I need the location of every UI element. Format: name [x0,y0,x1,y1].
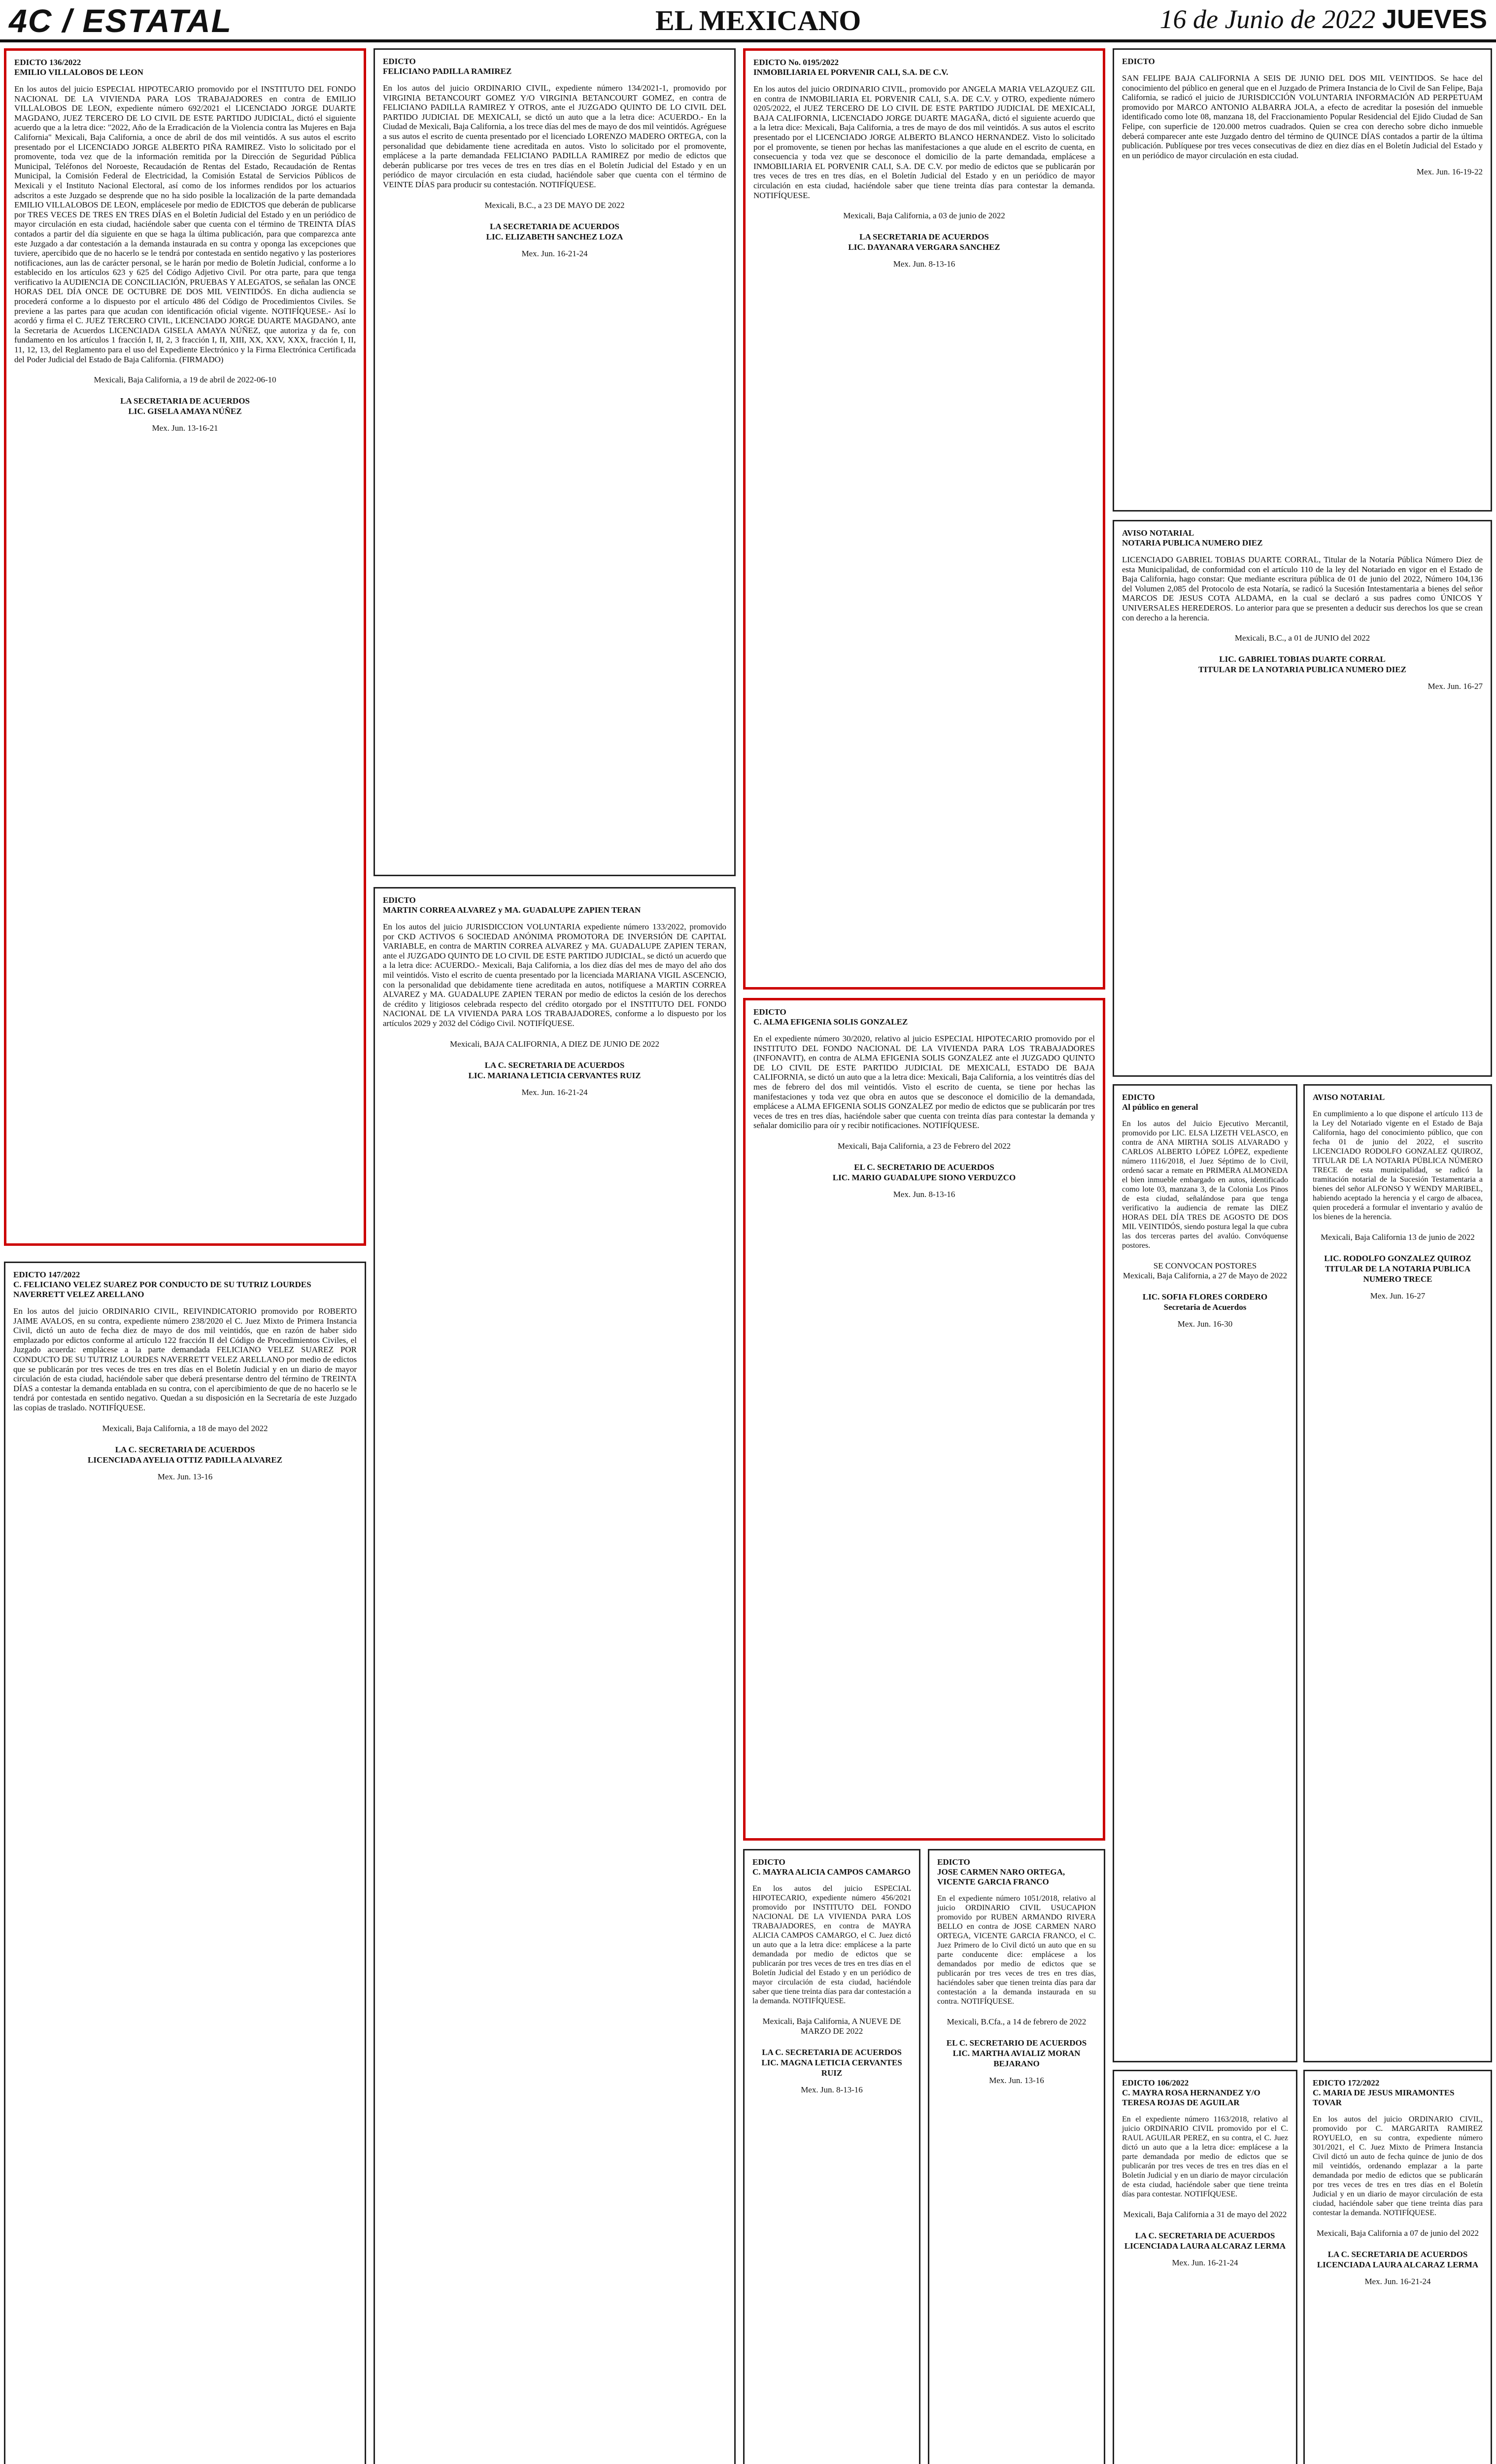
notice-signature: LIC. SOFIA FLORES CORDERO Secretaria de Acuerdos [1142,1292,1268,1312]
notice-heading: EDICTO [1122,57,1155,66]
notice-edicto-solis [743,998,1105,1841]
notice-aviso-notarial-diez [1113,520,1492,1077]
notice-place-date: Mexicali, Baja California a 07 de junio del 2022 [1316,2228,1479,2238]
notice-publication-dates: Mex. Jun. 13-16-21 [152,423,218,433]
notice-body: En los autos del juicio ORDINARIO CIVIL, promovido por C. MARGARITA RAMIREZ ROYUELO, en su contra, expediente número 301/2021, el C. Juez Mixto de Primera Instancia Civil dictó un auto de fecha quince de junio de dos mil veintidós, ordenando emplazar a la parte demandada por medio de edictos que se publicarán por tres veces de tres en tres días en el Boletín Judicial y en un diario de mayor circulación de esta ciudad, haciéndole saber que tiene treinta días para contestar la demanda. NOTIFÍQUESE. [1313,2115,1485,2217]
newspaper-masthead: EL MEXICANO [655,4,861,36]
notice-body: En los autos del juicio ESPECIAL HIPOTECARIO, expediente número 456/2021 promovido por INSTITUTO DEL FONDO NACIONAL DE LA VIVIENDA PARA LOS TRABAJADORES, en contra de MAYRA ALICIA CAMPOS CAMARGO, el C. Juez dictó un auto que a la letra dice: emplácese a la parte demandada por medio de edictos que se publicarán por tres veces de tres en tres días en el Boletín Judicial del Estado y en un periódico de mayor circulación de esta ciudad, haciéndole saber que tiene treinta días para dar contestación a la demanda. NOTIFÍQUESE. [752,1884,913,2005]
notice-publication-dates: Mex. Jun. 8-13-16 [801,2085,863,2094]
notice-place-date: Mexicali, Baja California a 31 de mayo del 2022 [1123,2210,1287,2219]
notice-publication-dates: Mex. Jun. 16-21-24 [1364,2277,1431,2286]
notice-place-date: Mexicali, Baja California, a 18 de mayo del 2022 [102,1423,268,1433]
notice-publication-dates: Mex. Jun. 16-27 [1370,1291,1426,1300]
notice-aviso-notarial-trece [1303,1084,1492,2062]
notice-heading: EDICTO FELICIANO PADILLA RAMIREZ [383,57,512,76]
notice-heading: EDICTO 172/2022 C. MARIA DE JESUS MIRAMONTES TOVAR [1313,2078,1455,2107]
notice-signature: LA C. SECRETARIA DE ACUERDOS LICENCIADA LAURA ALCARAZ LERMA [1124,2231,1286,2251]
notice-signature: LA C. SECRETARIA DE ACUERDOS LICENCIADA AYELIA OTTIZ PADILLA ALVAREZ [88,1444,282,1465]
notice-heading: EDICTO C. ALMA EFIGENIA SOLIS GONZALEZ [753,1007,908,1027]
notice-publication-dates: Mex. Jun. 16-27 [1428,682,1483,691]
notice-publication-dates: Mex. Jun. 16-19-22 [1416,167,1483,177]
notice-heading: EDICTO No. 0195/2022 INMOBILIARIA EL PORVENIR CALI, S.A. DE C.V. [753,58,949,77]
notice-edicto-remate [1113,1084,1297,2062]
notice-body: En los autos del juicio ORDINARIO CIVIL, REIVINDICATORIO promovido por ROBERTO JAIME AVALOS, en su contra, expediente número 238/2020 el C. Juez Mixto de Primera Instancia Civil, dictó un auto de fecha diez de mayo de dos mil veintidós, que en razón de haber sido emplazado por edictos conforme al artículo 122 fracción II del Código de Procedimientos Civiles, el Juzgado acuerda: emplácese a la parte demandada FELICIANO VELEZ SUAREZ POR CONDUCTO DE SU TUTRIZ LOURDES NAVERRETT VELEZ ARELLANO por medio de edictos que se publicarán por tres veces de tres en tres días en el Boletín Judicial y en un diario de mayor circulación de esta ciudad, haciéndole saber que deberá presentarse dentro del término de TREINTA DÍAS a contestar la demanda entablada en su contra, con el apercibimiento de que de no hacerlo se le tendrá por contestada en sentido negativo. Quedan a su disposición en la Secretaría de este Juzgado las copias de traslado. NOTIFÍQUESE. [13,1306,359,1412]
notice-heading: EDICTO 136/2022 EMILIO VILLALOBOS DE LEON [14,58,143,77]
notice-publication-dates: Mex. Jun. 16-21-24 [521,248,588,258]
notice-publication-dates: Mex. Jun. 8-13-16 [893,1189,955,1199]
notice-publication-dates: Mex. Jun. 8-13-16 [893,259,955,269]
notice-body: LICENCIADO GABRIEL TOBIAS DUARTE CORRAL, Titular de la Notaría Pública Número Diez de esta Municipalidad, de conformidad con el artículo 110 de la ley del Notariado en vigor en el Estado de Baja California, hago constar: Que mediante escritura pública de 01 de junio del 2022, Número 104,136 del Volumen 2,085 del Protocolo de esta Notaría, se radicó la Sucesión Intestamentaria a bienes del señor MARCOS DE JESUS COTA ALDAMA, en la cual se declaró a sus padres como ÚNICOS Y UNIVERSALES HEREDEROS. Lo anterior para que se presenten a deducir sus derechos los que se crean con derecho a la herencia. [1122,555,1485,622]
section-title: 4C / ESTATAL [9,2,232,39]
notice-signature: LA C. SECRETARIA DE ACUERDOS LICENCIADA LAURA ALCARAZ LERMA [1317,2250,1479,2269]
notice-signature: LA C. SECRETARIA DE ACUERDOS LIC. MARIANA LETICIA CERVANTES RUIZ [468,1060,641,1080]
notice-body: En los autos del juicio ORDINARIO CIVIL, promovido por ANGELA MARIA VELAZQUEZ GIL en contra de INMOBILIARIA EL PORVENIR CALI, S.A. DE C.V. y OTRO, expediente número 0205/2022, el JUEZ TERCERO DE LO CIVIL DE ESTE PARTIDO JUDICIAL DE MEXICALI, BAJA CALIFORNIA, LICENCIADO JORGE DUARTE MAGAÑA, dictó el siguiente acuerdo que a la letra dice: Mexicali, Baja California, a tres de mayo de dos mil veintidós. A sus autos el escrito presentado por el LICENCIADO JORGE ALBERTO BLANCO HERNANDEZ. Visto lo solicitado por el promovente, se tienen por hechas las manifestaciones a que alude en el escrito de cuenta, en consecuencia y toda vez que se desconoce el domicilio de la parte demandada, emplácese a INMOBILIARIA EL PORVENIR CALI, S.A. DE C.V. por medio de edictos que se publicarán por tres veces de tres en tres días, en el Boletín Judicial del Estado y en un periódico de mayor circulación en esta ciudad, haciéndole saber que tiene treinta días para contestar la demanda. NOTIFÍQUESE. [753,84,1097,200]
notice-edicto-106 [1113,2070,1297,2464]
notice-body: En los autos del juicio ORDINARIO CIVIL, expediente número 134/2021-1, promovido por VIRGINIA BETANCOURT GOMEZ Y/O VIRGINIA BETANCOURT GOMEZ, en contra de FELICIANO PADILLA RAMIREZ Y OTROS, ante el JUZGADO QUINTO DE LO CIVIL DEL PARTIDO JUDICIAL DE MEXICALI, se dictó un auto que a la letra dice: ACUERDO.- En la Ciudad de Mexicali, Baja California, a los trece días del mes de mayo de dos mil veintidós. Agréguese a sus autos el escrito de cuenta presentado por el licenciado LORENZO MADERO ORTEGA, con la personalidad que debidamente tiene acreditada en autos. Visto lo solicitado por el promovente, emplácese a la parte demandada FELICIANO PADILLA RAMIREZ por medio de edictos que deberán publicarse por tres veces de tres en tres días en el Boletín Judicial del Estado y en un periódico de mayor circulación en esta ciudad, haciéndole saber que cuenta con el término de VEINTE DÍAS para producir su contestación. NOTIFÍQUESE. [383,83,729,189]
notice-edicto-136 [4,48,366,1246]
issue-date: 16 de Junio de 2022 JUEVES [1159,4,1487,34]
notice-signature: LA C. SECRETARIA DE ACUERDOS LIC. MAGNA LETICIA CERVANTES RUIZ [761,2048,902,2078]
notice-place-date: Mexicali, BAJA CALIFORNIA, A DIEZ DE JUNIO DE 2022 [450,1039,659,1049]
notice-place-date: Mexicali, Baja California, a 19 de abril de 2022-06-10 [94,375,276,385]
notice-body: En cumplimiento a lo que dispone el artículo 113 de la Ley del Notariado vigente en el Estado de Baja California, hago del conocimiento público, que con fecha 01 de junio del 2022, el suscrito LICENCIADO RODOLFO GONZALEZ QUIROZ, TITULAR DE LA NOTARIA PÚBLICA NÚMERO TRECE de esta municipalidad, se radicó la tramitación notarial de la Sucesión Testamentaria a bienes del señor ALFONSO Y WENDY MARIBEL, habiendo aceptado la herencia y el cargo de albacea, quien procederá a formular el inventario y avalúo de los bienes de la herencia. [1313,1110,1485,1221]
notice-edicto-campos [743,1849,920,2464]
notice-heading: EDICTO 147/2022 C. FELICIANO VELEZ SUAREZ POR CONDUCTO DE SU TUTRIZ LOURDES NAVERRETT VELEZ ARELLANO [13,1270,311,1299]
notice-body: SAN FELIPE BAJA CALIFORNIA A SEIS DE JUNIO DEL DOS MIL VEINTIDOS. Se hace del conocimiento del público en general que en el Juzgado de Primera Instancia de lo Civil de San Felipe, Baja California, se radicó el juicio de JURISDICCIÓN VOLUNTARIA INFORMACIÓN AD PERPETUAM promovido por MARCO ANTONIO ALBARRA JOLA, a efecto de acreditar la posesión del inmueble identificado como lote 08, manzana 18, del Fraccionamiento Popular Residencial del Ejido Ciudad de San Felipe, con superficie de 120.000 metros cuadrados. Quien se crea con derecho sobre dicho inmueble deberá comparecer ante este Juzgado dentro del término de QUINCE DÍAS contados a partir de la última publicación. Publíquese por tres veces consecutivas de diez en diez días en el Boletín Judicial del Estado y en un periódico de mayor circulación en esta ciudad. [1122,73,1485,160]
notice-edicto-san-felipe [1113,48,1492,512]
notice-edicto-147 [4,1262,366,2464]
notice-publication-dates: Mex. Jun. 13-16 [989,2076,1044,2085]
notice-body: En los autos del juicio ESPECIAL HIPOTECARIO promovido por el INSTITUTO DEL FONDO NACIONAL DE LA VIVIENDA PARA LOS TRABAJADORES en contra de EMILIO VILLALOBOS DE LEON, expediente número 692/2021 el LICENCIADO JORGE DUARTE MAGDANO, JUEZ TERCERO DE LO CIVIL DE ESTE PARTIDO JUDICIAL, dictó el siguiente acuerdo que a la letra dice: "2022, Año de la Erradicación de la Violencia contra las Mujeres en Baja California" Mexicali, Baja California, a once de abril de dos mil veintidós. A sus autos el escrito presentado por el LICENCIADO JORGE ALBERTO PIÑA RAMIREZ. Visto lo solicitado por el promovente, toda vez que de la información remitida por la Dirección de Seguridad Pública Municipal, Teléfonos del Noroeste, Recaudación de Rentas del Estado, Recaudación de Rentas Municipal, la Comisión Federal de Electricidad, la Comisión Estatal de Servicios Públicos de Mexicali y el Instituto Nacional Electoral, así como de los informes rendidos por los actuarios adscritos a este Juzgado se desprende que no ha sido posible la localización de la parte demandada EMILIO VILLALOBOS DE LEON, emplácesele por medio de EDICTOS que deberán de publicarse por TRES VECES DE TRES EN TRES DÍAS en el Boletín Judicial del Estado y en un periódico de mayor circulación en esta ciudad, haciéndole saber que cuenta con el término de TREINTA DÍAS contados a partir del día siguiente en que se haga la última publicación, para que comparezca ante este Juzgado a dar contestación a la demanda instaurada en su contra y oponga las excepciones que tuviere, apercibido que de no hacerlo se le tendrá por contestada en sentido negativo y las posteriores notificaciones, aun las de carácter personal, se le harán por medio de Boletín Judicial, conforme a lo establecido en los artículos 623 y 625 del Código Adjetivo Civil. Por otra parte, para que tenga verificativo la AUDIENCIA DE CONCILIACIÓN, PRUEBAS Y ALEGATOS, se señalan las ONCE HORAS DEL DÍA ONCE DE OCTUBRE DE DOS MIL VEINTIDÓS. En dicha audiencia se procederá conforme a lo dispuesto por el artículo 486 del Código de Procedimientos Civiles. Se previene a las partes para que acudan con identificación oficial vigente. NOTIFÍQUESE.- Así lo acordó y firma el C. JUEZ TERCERO CIVIL, LICENCIADO JORGE DUARTE MAGDANO, ante la Secretaria de Acuerdos LICENCIADA GISELA AMAYA NÚÑEZ, que autoriza y da fe, con fundamento en los artículos 1 fracción I, II, 2, 3 fracción I, II, XIII, XX, XXV, XXX, fracción I, II, 11, 12, 13, del Reglamento para el uso del Expediente Electrónico y la Firma Electrónica Certificada del Poder Judicial del Estado de Baja California. (FIRMADO) [14,84,358,364]
notice-heading: EDICTO Al público en general [1122,1093,1198,1112]
notice-signature: EL C. SECRETARIO DE ACUERDOS LIC. MARIO GUADALUPE SIONO VERDUZCO [832,1162,1016,1182]
notice-heading: EDICTO C. MAYRA ALICIA CAMPOS CAMARGO [752,1857,911,1877]
notice-heading: EDICTO JOSE CARMEN NARO ORTEGA, VICENTE GARCIA FRANCO [937,1857,1065,1886]
notice-place-date: Mexicali, B.Cfa., a 14 de febrero de 2022 [947,2017,1087,2026]
notice-signature: LA SECRETARIA DE ACUERDOS LIC. DAYANARA VERGARA SANCHEZ [848,232,1000,252]
notice-signature: LA SECRETARIA DE ACUERDOS LIC. GISELA AMAYA NÚÑEZ [120,396,250,416]
notice-publication-dates: Mex. Jun. 16-30 [1177,1319,1233,1329]
notice-place-date: SE CONVOCAN POSTORES Mexicali, Baja California, a 27 de Mayo de 2022 [1122,1261,1288,1280]
notice-place-date: Mexicali, B.C., a 23 DE MAYO DE 2022 [484,200,625,210]
notice-heading: EDICTO MARTIN CORREA ALVAREZ y MA. GUADALUPE ZAPIEN TERAN [383,895,641,915]
notice-publication-dates: Mex. Jun. 16-21-24 [1172,2258,1238,2267]
notice-edicto-172 [1303,2070,1492,2464]
notice-signature: EL C. SECRETARIO DE ACUERDOS LIC. MARTHA AVIALIZ MORAN BEJARANO [946,2038,1087,2068]
notice-place-date: Mexicali, Baja California, a 23 de Febrero del 2022 [837,1141,1011,1151]
notice-heading: AVISO NOTARIAL NOTARIA PUBLICA NUMERO DIEZ [1122,528,1263,548]
notice-signature: LIC. GABRIEL TOBIAS DUARTE CORRAL TITULAR DE LA NOTARIA PUBLICA NUMERO DIEZ [1198,654,1406,675]
notice-place-date: Mexicali, Baja California 13 de junio de 2022 [1321,1232,1475,1242]
notice-body: En el expediente número 1051/2018, relativo al juicio ORDINARIO CIVIL USUCAPION promovido por RUBEN ARMANDO RIVERA BELLO en contra de JOSE CARMEN NARO ORTEGA, VICENTE GARCIA FRANCO, el C. Juez Primero de lo Civil dictó un auto que en su parte conducente dice: emplácese a los demandados por medio de edictos que se publicarán por tres veces de tres en tres días, haciéndoles saber que tienen treinta días para dar contestación a la demanda instaurada en su contra. NOTIFÍQUESE. [937,1894,1098,2006]
notice-signature: LA SECRETARIA DE ACUERDOS LIC. ELIZABETH SANCHEZ LOZA [486,221,623,241]
notice-place-date: Mexicali, B.C., a 01 de JUNIO del 2022 [1234,633,1370,643]
notice-body: En los autos del Juicio Ejecutivo Mercantil, promovido por LIC. ELSA LIZETH VELASCO, en contra de ANA MIRTHA SOLIS ALVARADO y CARLOS ALBERTO LÓPEZ LÓPEZ, expediente número 1116/2018, el Juez Séptimo de lo Civil, ordenó sacar a remate en PRIMERA ALMONEDA el bien inmueble embargado en autos, identificado como lote 03, manzana 3, de la Colonia Los Pinos de esta ciudad, señalándose para que tenga verificativo la audiencia de remate las DIEZ HORAS DEL DÍA TRES DE AGOSTO DE DOS MIL VEINTIDÓS, siendo postura legal la que cubra las dos terceras partes del avalúo. Convóquense postores. [1122,1120,1290,1250]
notice-publication-dates: Mex. Jun. 16-21-24 [521,1087,588,1097]
notice-place-date: Mexicali, Baja California, A NUEVE DE MARZO DE 2022 [762,2017,901,2036]
page-header [0,0,1496,42]
notice-heading: AVISO NOTARIAL [1313,1093,1385,1102]
notice-edicto-0195 [743,48,1105,990]
notice-place-date: Mexicali, Baja California, a 03 de junio de 2022 [843,211,1005,221]
notice-heading: EDICTO 106/2022 C. MAYRA ROSA HERNANDEZ Y/O TERESA ROJAS DE AGUILAR [1122,2078,1260,2107]
notice-edicto-correa [374,887,736,2464]
notice-publication-dates: Mex. Jun. 13-16 [157,1472,213,1481]
notice-edicto-padilla [374,48,736,876]
notice-edicto-naro [928,1849,1105,2464]
notice-body: En el expediente número 30/2020, relativo al juicio ESPECIAL HIPOTECARIO promovido por el INSTITUTO DEL FONDO NACIONAL DE LA VIVIENDA PARA LOS TRABAJADORES (INFONAVIT), en contra de ALMA EFIGENIA SOLIS GONZALEZ ante el JUZGADO QUINTO DE LO CIVIL DE ESTE PARTIDO JUDICIAL DE MEXICALI, ESTADO DE BAJA CALIFORNIA, se dictó un auto que a la letra dice: Mexicali, Baja California, a los veintitrés días del mes de febrero del dos mil veintidós. Visto el escrito de cuenta, se tiene por hechas las manifestaciones y toda vez que obra en autos que se desconoce el domicilio de la demandada, emplácese a ALMA EFIGENIA SOLIS GONZALEZ por medio de edictos que se publicarán por tres veces de tres en tres días, haciéndole saber que cuenta con treinta días para contestar la demanda y señalar domicilio para oír y recibir notificaciones. NOTIFÍQUESE. [753,1034,1097,1130]
notice-signature: LIC. RODOLFO GONZALEZ QUIROZ TITULAR DE LA NOTARIA PUBLICA NUMERO TRECE [1324,1254,1471,1284]
notice-body: En los autos del juicio JURISDICCION VOLUNTARIA expediente número 133/2022, promovido por CKD ACTIVOS 6 SOCIEDAD ANÓNIMA PROMOTORA DE INVERSIÓN DE CAPITAL VARIABLE, en contra de MARTIN CORREA ALVAREZ y MA. GUADALUPE ZAPIEN TERAN, ante el JUZGADO QUINTO DE LO CIVIL DE ESTE PARTIDO JUDICIAL, se dictó un acuerdo que a la letra dice: ACUERDO.- Mexicali, Baja California, a los diez días del mes de mayo del año dos mil veintidós. Visto el escrito de cuenta presentado por la licenciada MARIANA VIGIL ASCENCIO, con la personalidad que debidamente tiene acreditada en autos, notifíquese a MARTIN CORREA ALVAREZ y MA. GUADALUPE ZAPIEN TERAN por medio de edictos la cesión de los derechos de crédito y litigiosos celebrada respecto del crédito otorgado por el INSTITUTO DEL FONDO NACIONAL DE LA VIVIENDA PARA LOS TRABAJADORES, conforme a lo dispuesto por los artículos 2029 y 2032 del Código Civil. NOTIFÍQUESE. [383,922,729,1028]
notice-body: En el expediente número 1163/2018, relativo al juicio ORDINARIO CIVIL promovido por el C. RAUL AGUILAR PEREZ, en su contra, el C. Juez dictó un auto que a la letra dice: emplácese a la parte demandada por medio de edictos que se publicarán por tres veces de tres en tres días en el Boletín Judicial y en un diario de mayor circulación de esta ciudad, haciéndole saber que tiene treinta días para contestar. NOTIFÍQUESE. [1122,2115,1290,2198]
